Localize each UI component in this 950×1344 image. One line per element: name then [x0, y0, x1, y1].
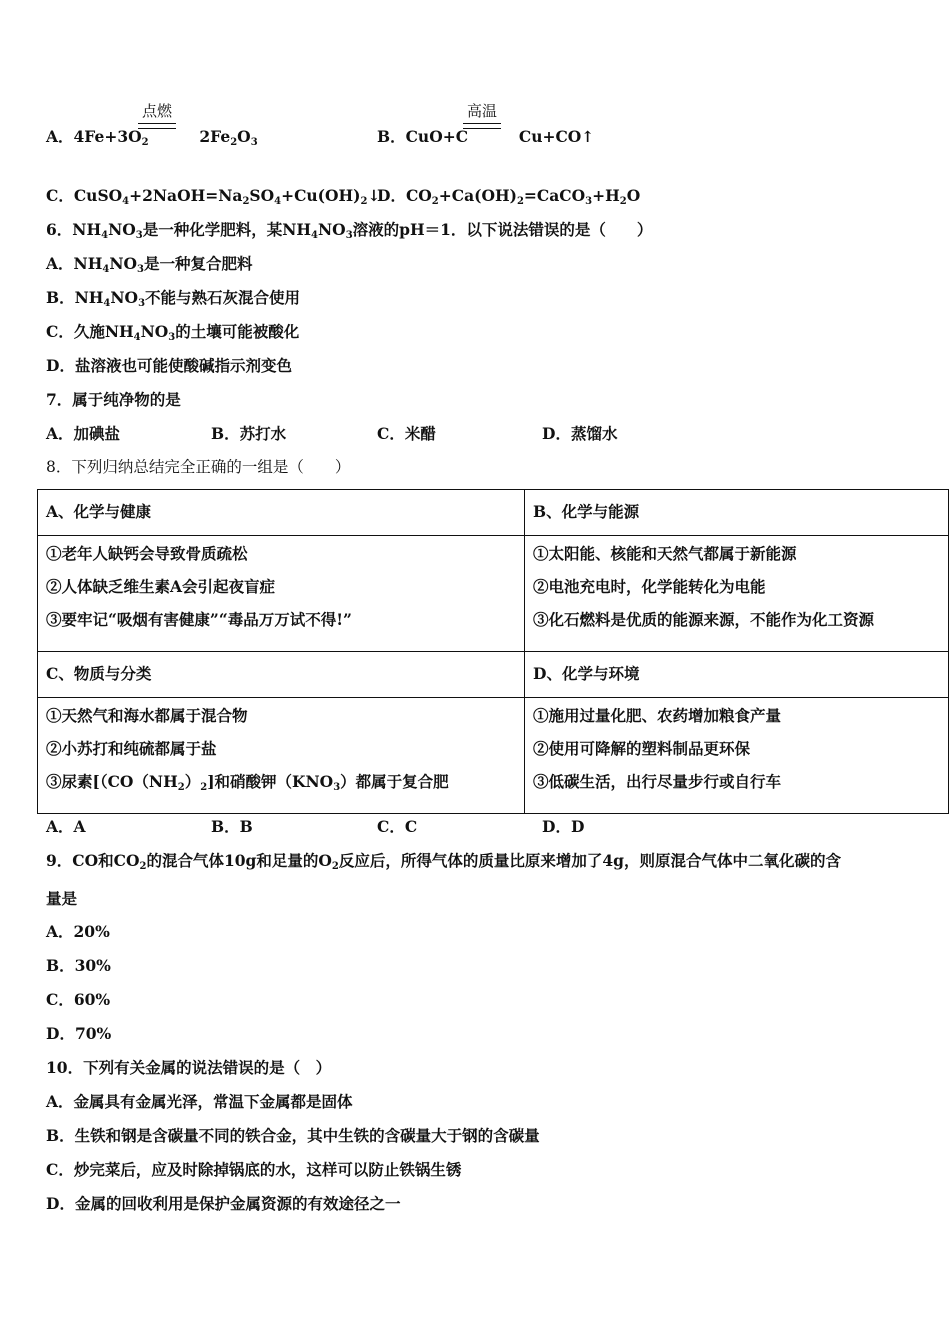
q7-option-c: C．米醋 — [377, 424, 436, 443]
q10-option-c: C．炒完菜后，应及时除掉锅底的水，这样可以防止铁锅生锈 — [46, 1160, 462, 1179]
list-item: ③要牢记“吸烟有害健康”“毒品万万试不得!” — [46, 610, 352, 629]
q8-option-b: B．B — [211, 817, 253, 836]
cell-b-body — [525, 536, 949, 652]
q6-option-a: A．$NH_4NO_3$是一种复合肥料 — [46, 254, 253, 275]
list-item: ②电池充电时，化学能转化为电能 — [533, 577, 766, 596]
q8-option-a: A．A — [46, 817, 86, 836]
q8-option-d: D．D — [542, 817, 585, 836]
list-item: ②人体缺乏维生素A会引起夜盲症 — [46, 577, 276, 596]
q10-option-d: D．金属的回收利用是保护金属资源的有效途径之一 — [46, 1194, 401, 1213]
list-item: ②使用可降解的塑料制品更环保 — [533, 739, 751, 758]
q7-option-d: D．蒸馏水 — [542, 424, 618, 443]
q8-option-c: C．C — [377, 817, 418, 836]
q9-stem-continued: 量是 — [46, 889, 78, 908]
reaction-condition-high-temp: 高温 — [466, 102, 497, 120]
cell-d-body — [525, 698, 949, 814]
q9-option-a: A．20% — [46, 922, 110, 941]
q10-option-b: B．生铁和钢是含碳量不同的铁合金，其中生铁的含碳量大于钢的含碳量 — [46, 1126, 540, 1145]
q6-option-d: D．盐溶液也可能使酸碱指示剂变色 — [46, 356, 292, 375]
q5-option-b: B．CuO+C Cu+CO↑ — [377, 127, 595, 146]
q5-option-c: C．$CuSO_4+2NaOH=Na_2SO_4+Cu(OH)_2↓$ — [46, 186, 381, 207]
q7-option-a: A．加碘盐 — [46, 424, 121, 443]
cell-a-body — [38, 536, 525, 652]
list-item: ①天然气和海水都属于混合物 — [46, 706, 248, 725]
list-item: ①老年人缺钙会导致骨质疏松 — [46, 544, 248, 563]
cell-c-title: C、物质与分类 — [38, 652, 525, 698]
q9-option-b: B．30% — [46, 956, 111, 975]
list-item: ③化石燃料是优质的能源来源，不能作为化工资源 — [533, 610, 875, 629]
q6-stem: 6．$NH_4NO_3$是一种化学肥料，某$NH_4NO_3$溶液的pH＝1．以下说法错误的是（ ） — [46, 220, 653, 241]
cell-b-title: B、化学与能源 — [525, 490, 949, 536]
q9-stem: 9．CO和$CO_2$的混合气体10g和足量的$O_2$反应后，所得气体的质量比原来增加了4g，则原混合气体中二氧化碳的含 — [46, 851, 841, 872]
cell-d-title: D、化学与环境 — [525, 652, 949, 698]
list-item: ①太阳能、核能和天然气都属于新能源 — [533, 544, 797, 563]
list-item: ②小苏打和纯硫都属于盐 — [46, 739, 217, 758]
q8-summary-table — [37, 489, 949, 814]
reaction-condition-ignite: 点燃 — [141, 102, 172, 120]
q10-option-a: A．金属具有金属光泽，常温下金属都是固体 — [46, 1092, 353, 1111]
cell-c-body — [38, 698, 525, 814]
q8-stem: 8．下列归纳总结完全正确的一组是（ ） — [46, 458, 351, 476]
list-item: ③尿素[$(CO(NH_2)_2]$和硝酸钾$(KNO_3)$都属于复合肥 — [46, 772, 449, 793]
q10-stem: 10．下列有关金属的说法错误的是（ ） — [46, 1058, 332, 1077]
q9-option-d: D．70% — [46, 1024, 112, 1043]
list-item: ①施用过量化肥、农药增加粮食产量 — [533, 706, 782, 725]
q6-option-c: C．久施$NH_4NO_3$的土壤可能被酸化 — [46, 322, 300, 343]
cell-a-title: A、化学与健康 — [38, 490, 525, 536]
q5-option-a: A．$4Fe+3O_2$ $2Fe_2O_3$ — [46, 127, 258, 148]
q7-option-b: B．苏打水 — [211, 424, 287, 443]
q5-option-d: D．$CO_2+Ca(OH)_2=CaCO_3+H_2O$ — [377, 186, 641, 207]
q7-stem: 7．属于纯净物的是 — [46, 390, 181, 409]
q6-option-b: B．$NH_4NO_3$不能与熟石灰混合使用 — [46, 288, 301, 309]
list-item: ③低碳生活，出行尽量步行或自行车 — [533, 772, 782, 791]
q9-option-c: C．60% — [46, 990, 111, 1009]
